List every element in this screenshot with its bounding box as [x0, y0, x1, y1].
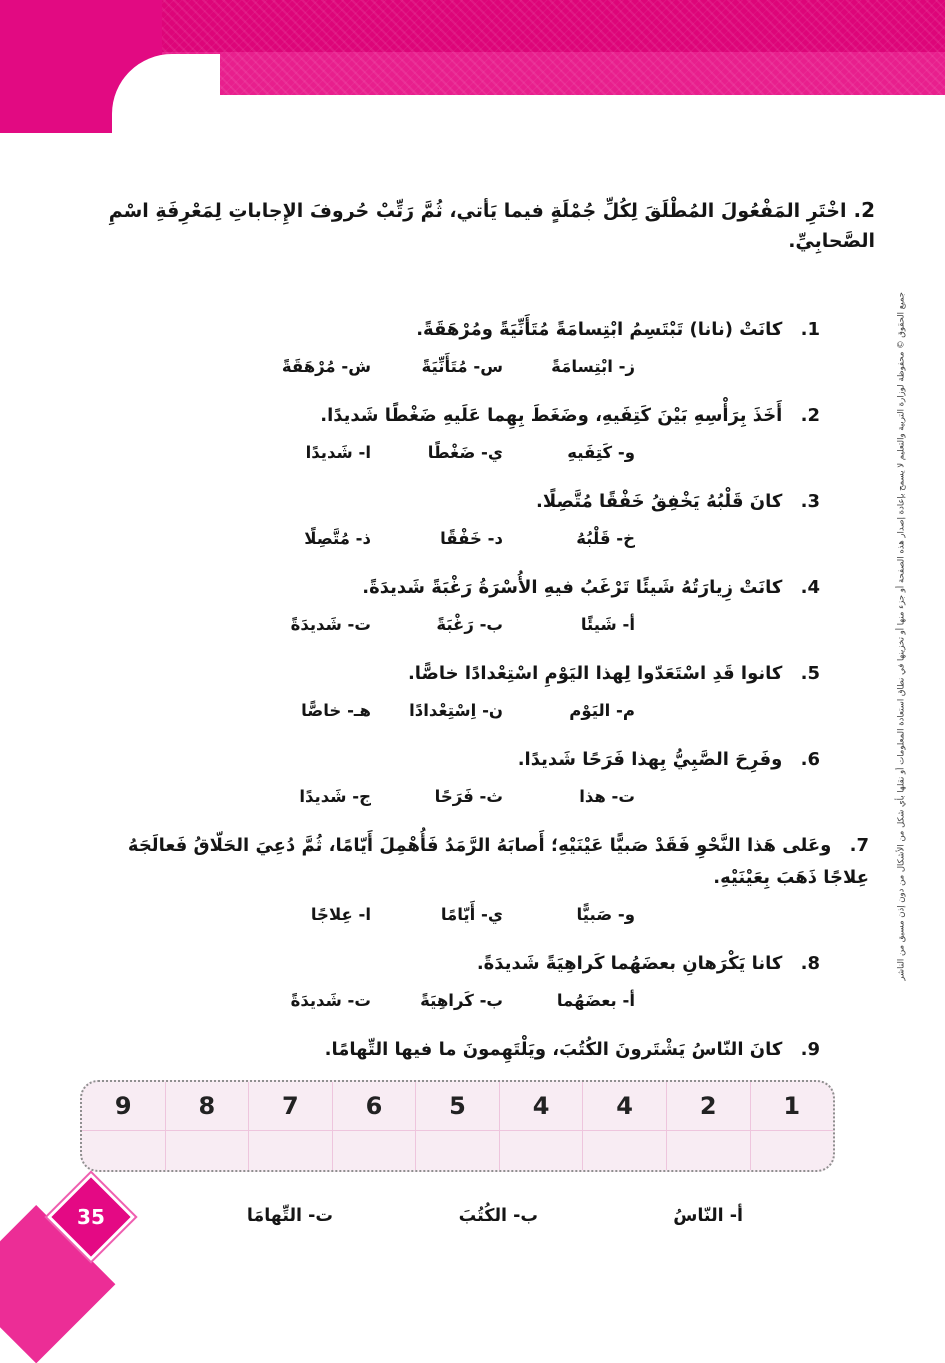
exercise-item-4 — [95, 572, 875, 638]
exercise-item-8 — [95, 948, 875, 1014]
copyright-sidebar-text: جميع الحقوق © محفوظة لوزارة التربية والتعليم لا يسمح بإعادة إصدار هذه الصفحة أو جزء منها أو تخزينها في نطاق استعادة المعلومات أو نقلها بأي شكل من الأشكال من دون إذن مسبق من الناشر — [897, 292, 907, 981]
choice-option: ت- هذا — [579, 787, 635, 806]
choice-option: ي- أَيّامًا — [440, 905, 503, 924]
item-sentence: كانَ قَلْبُهُ يَخْفِقُ خَفْقًا مُتَّصِلًا. — [536, 491, 783, 512]
answer-number-cell: 5 — [415, 1082, 499, 1130]
answer-blank-cell — [750, 1130, 834, 1170]
choice-option: ث- فَرَحًا — [434, 787, 503, 806]
item-number: 5 . — [801, 663, 820, 684]
choice-option: أ- شَيئًا — [580, 615, 635, 634]
item-number: 2 . — [801, 405, 820, 426]
choice-option: ي- ضَغْطًا — [427, 443, 503, 462]
answer-blank-cell — [499, 1130, 583, 1170]
choice-option: أ- النّاسُ — [673, 1206, 743, 1226]
item-sentence: كانا يَكْرَهانِ بعضَهُما كَراهِيَةً شَديدَةً. — [476, 953, 783, 974]
exercise-item-2 — [95, 400, 875, 466]
choice-option: س- مُتَأَنِّيَةً — [421, 357, 503, 376]
exercise-items — [95, 314, 875, 1066]
answer-number-cell: 6 — [332, 1082, 416, 1130]
choice-option: ب- الكُتُبَ — [458, 1206, 538, 1226]
choice-option: ت- شَديدَةً — [290, 991, 371, 1010]
choices-row — [95, 612, 820, 638]
choice-option: ا- عِلاجًا — [310, 905, 371, 924]
choices-row — [95, 698, 820, 724]
choice-option: م- اليَوْم — [569, 701, 635, 720]
item-sentence: وفَرِحَ الصَّبِيُّ بِهذا فَرَحًا شَديدًا. — [517, 749, 783, 770]
answer-blank-cell — [332, 1130, 416, 1170]
answer-number-cell: 4 — [582, 1082, 666, 1130]
item9-choices-row — [95, 1206, 875, 1226]
choices-row — [95, 440, 820, 466]
exercise-title — [95, 195, 875, 256]
choice-option: ج- شَديدًا — [299, 787, 371, 806]
item-number: 8 . — [801, 953, 820, 974]
answer-blank-cell — [165, 1130, 249, 1170]
exercise-number: 2 . — [847, 198, 875, 222]
answer-blank-cell — [666, 1130, 750, 1170]
choice-option: ش- مُرْهَقَةً — [281, 357, 371, 376]
item-number: 9 . — [801, 1039, 820, 1060]
exercise-item-7 — [95, 830, 875, 928]
choice-option: ب- رَغْبَةً — [436, 615, 503, 634]
item-number: 4 . — [801, 577, 820, 598]
answer-blank-cell — [82, 1130, 165, 1170]
exercise-item-6 — [95, 744, 875, 810]
choice-option: ز- ابْتِسامَةً — [551, 357, 635, 376]
answers-table — [80, 1080, 835, 1172]
item-sentence: كانَتْ (نانا) تَبْتَسِمُ ابْتِسامَةً مُتَأَنِّيَةً ومُرْهَقَةً. — [416, 319, 783, 340]
item-number: 1 . — [801, 319, 820, 340]
answer-number-cell: 7 — [248, 1082, 332, 1130]
choice-option: ت- شَديدَةً — [290, 615, 371, 634]
page-number: 35 — [77, 1205, 105, 1229]
page-content — [0, 95, 945, 1226]
choice-option: هـ- خاصًّا — [301, 701, 371, 720]
choices-row — [95, 354, 820, 380]
exercise-item-5 — [95, 658, 875, 724]
choice-option: ب- كَراهِيَةً — [420, 991, 503, 1010]
answer-number-cell: 9 — [114, 1092, 132, 1120]
choices-row — [95, 902, 869, 928]
item-sentence: وعَلى هَذا النَّحْوِ فَقَدْ صَبيًّا عَيْنَيْهِ؛ أَصابَهُ الرَّمَدُ فَأُهْمِلَ أَيّامًا، ثُمَّ دُعِيَ الحَلّاقُ فَعالَجَهُ عِلاجًا ذَهَبَ بِعَيْنَيْهِ. — [127, 835, 869, 888]
answer-number-cell: 8 — [165, 1082, 249, 1130]
answer-number-cell: 4 — [499, 1082, 583, 1130]
choice-option: أ- بعضَهُما — [556, 991, 635, 1010]
choice-option: د- خَفْقًا — [440, 529, 503, 548]
answers-table-blank-row — [82, 1130, 833, 1170]
exercise-item-9 — [95, 1034, 875, 1066]
answer-number-cell: 2 — [666, 1082, 750, 1130]
choice-option: ذ- مُتَّصِلًا — [304, 529, 371, 548]
item-sentence: كانوا قَدِ اسْتَعَدّوا لِهذا اليَوْمِ اسْتِعْدادًا خاصًّا. — [407, 663, 783, 684]
exercise-item-3 — [95, 486, 875, 552]
answer-blank-cell — [248, 1130, 332, 1170]
choice-option: ت- التِّهامَا — [246, 1206, 333, 1226]
item-sentence: كانَتْ زِيارَتُهُ شَيئًا تَرْغَبُ فيهِ الأُسْرَةُ رَغْبَةً شَديدَةً. — [362, 577, 783, 598]
exercise-item-1 — [95, 314, 875, 380]
item-sentence: أَخَذَ بِرَأْسِهِ بَيْنَ كَتِفَيهِ، وضَغَطَ بِهِما عَلَيهِ ضَغْطًا شَديدًا. — [320, 405, 783, 426]
choices-row — [95, 526, 820, 552]
answer-blank-cell — [582, 1130, 666, 1170]
exercise-title-text: اخْتَرِ المَفْعُولَ المُطْلَقَ لِكُلِّ جُمْلَةٍ فيما يَأتي، ثُمَّ رَتِّبْ حُروفَ الإِجاباتِ لِمَعْرِفَةِ اسْمِ الصَّحابِيِّ. — [108, 200, 875, 252]
answer-blank-cell — [415, 1130, 499, 1170]
item-number: 7 . — [850, 835, 869, 856]
choices-row — [95, 784, 820, 810]
choices-row — [95, 988, 820, 1014]
item-number: 6 . — [801, 749, 820, 770]
answer-number-cell: 1 — [750, 1082, 834, 1130]
answers-table-number-row — [82, 1082, 833, 1130]
item-number: 3 . — [801, 491, 820, 512]
choice-option: و- صَبيًّا — [576, 905, 635, 924]
choice-option: و- كَتِفَيهِ — [567, 443, 635, 462]
choice-option: خ- قَلْبُهُ — [576, 529, 635, 548]
choice-option: ا- شَديدًا — [305, 443, 371, 462]
choice-option: ن- اِسْتِعْدادًا — [409, 701, 503, 720]
item-sentence: كانَ النّاسُ يَشْتَرونَ الكُتُبَ، ويَلْتَهِمونَ ما فيها التِّهامًا. — [324, 1039, 783, 1060]
